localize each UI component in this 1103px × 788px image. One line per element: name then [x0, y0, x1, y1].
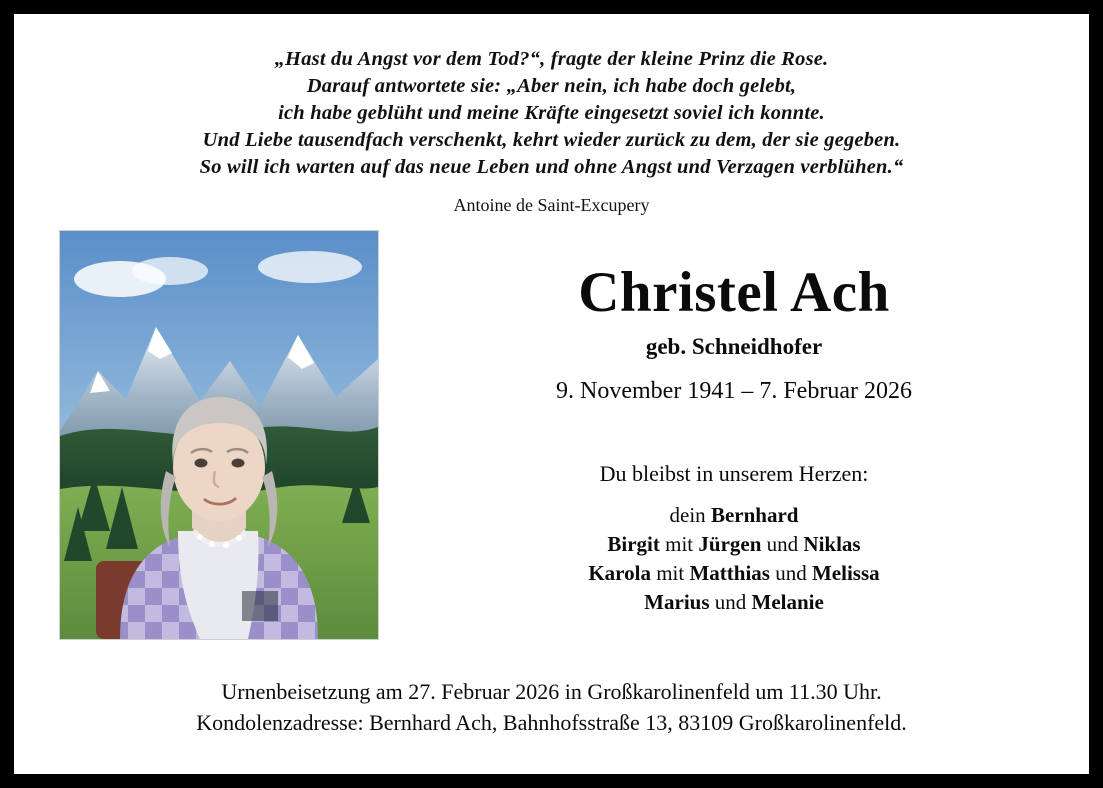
family-line-3 — [404, 559, 1064, 588]
main-body — [14, 230, 1089, 650]
family-list — [404, 501, 1064, 617]
obituary-card — [14, 14, 1089, 774]
family-line-1-name: Bernhard — [710, 503, 799, 527]
portrait-image — [60, 231, 378, 639]
family-line-3-c: Melissa — [811, 561, 880, 585]
details-column — [404, 230, 1064, 617]
family-line-1-prefix: dein — [669, 503, 711, 527]
family-line-2-a: Birgit — [607, 532, 660, 556]
family-line-3-and: und — [769, 561, 812, 585]
poem-line-1: „Hast du Angst vor dem Tod?“, fragte der kleine Prinz die Rose. — [274, 48, 829, 70]
family-line-2-and: und — [761, 532, 804, 556]
life-dates: 9. November 1941 – 7. Februar 2026 — [556, 378, 912, 404]
poem-line-2: Darauf antwortete sie: „Aber nein, ich habe doch gelebt, — [306, 75, 797, 97]
family-line-2-mid: mit — [659, 532, 699, 556]
poem-author: Antoine de Saint-Excupery — [453, 195, 650, 215]
family-line-4-b: Melanie — [751, 590, 824, 614]
family-line-1 — [404, 501, 1064, 530]
burial-info: Urnenbeisetzung am 27. Februar 2026 in Großkarolinenfeld um 11.30 Uhr. — [221, 679, 882, 704]
maiden-name: geb. Schneidhofer — [645, 334, 823, 359]
family-line-2 — [404, 530, 1064, 559]
deceased-name: Christel Ach — [578, 261, 890, 324]
family-line-3-mid: mit — [650, 561, 690, 585]
family-line-2-c: Niklas — [803, 532, 861, 556]
poem-block — [14, 14, 1089, 181]
family-line-4-and: und — [709, 590, 752, 614]
family-line-2-b: Jürgen — [698, 532, 762, 556]
poem-line-5: So will ich warten auf das neue Leben und ohne Angst und Verzagen verblühen.“ — [199, 156, 904, 178]
poem-line-4: Und Liebe tausendfach verschenkt, kehrt wieder zurück zu dem, der sie gegeben. — [202, 129, 901, 151]
family-line-3-b: Matthias — [689, 561, 770, 585]
family-line-3-a: Karola — [588, 561, 651, 585]
footer-block — [14, 676, 1089, 738]
family-line-4-a: Marius — [644, 590, 710, 614]
poem-line-3: ich habe geblüht und meine Kräfte eingesetzt soviel ich konnte. — [278, 102, 825, 124]
dedication-text: Du bleibst in unserem Herzen: — [599, 461, 869, 486]
family-line-4 — [404, 588, 1064, 617]
portrait-photo — [59, 230, 379, 640]
condolence-address: Kondolenzadresse: Bernhard Ach, Bahnhofsstraße 13, 83109 Großkarolinenfeld. — [196, 710, 907, 735]
